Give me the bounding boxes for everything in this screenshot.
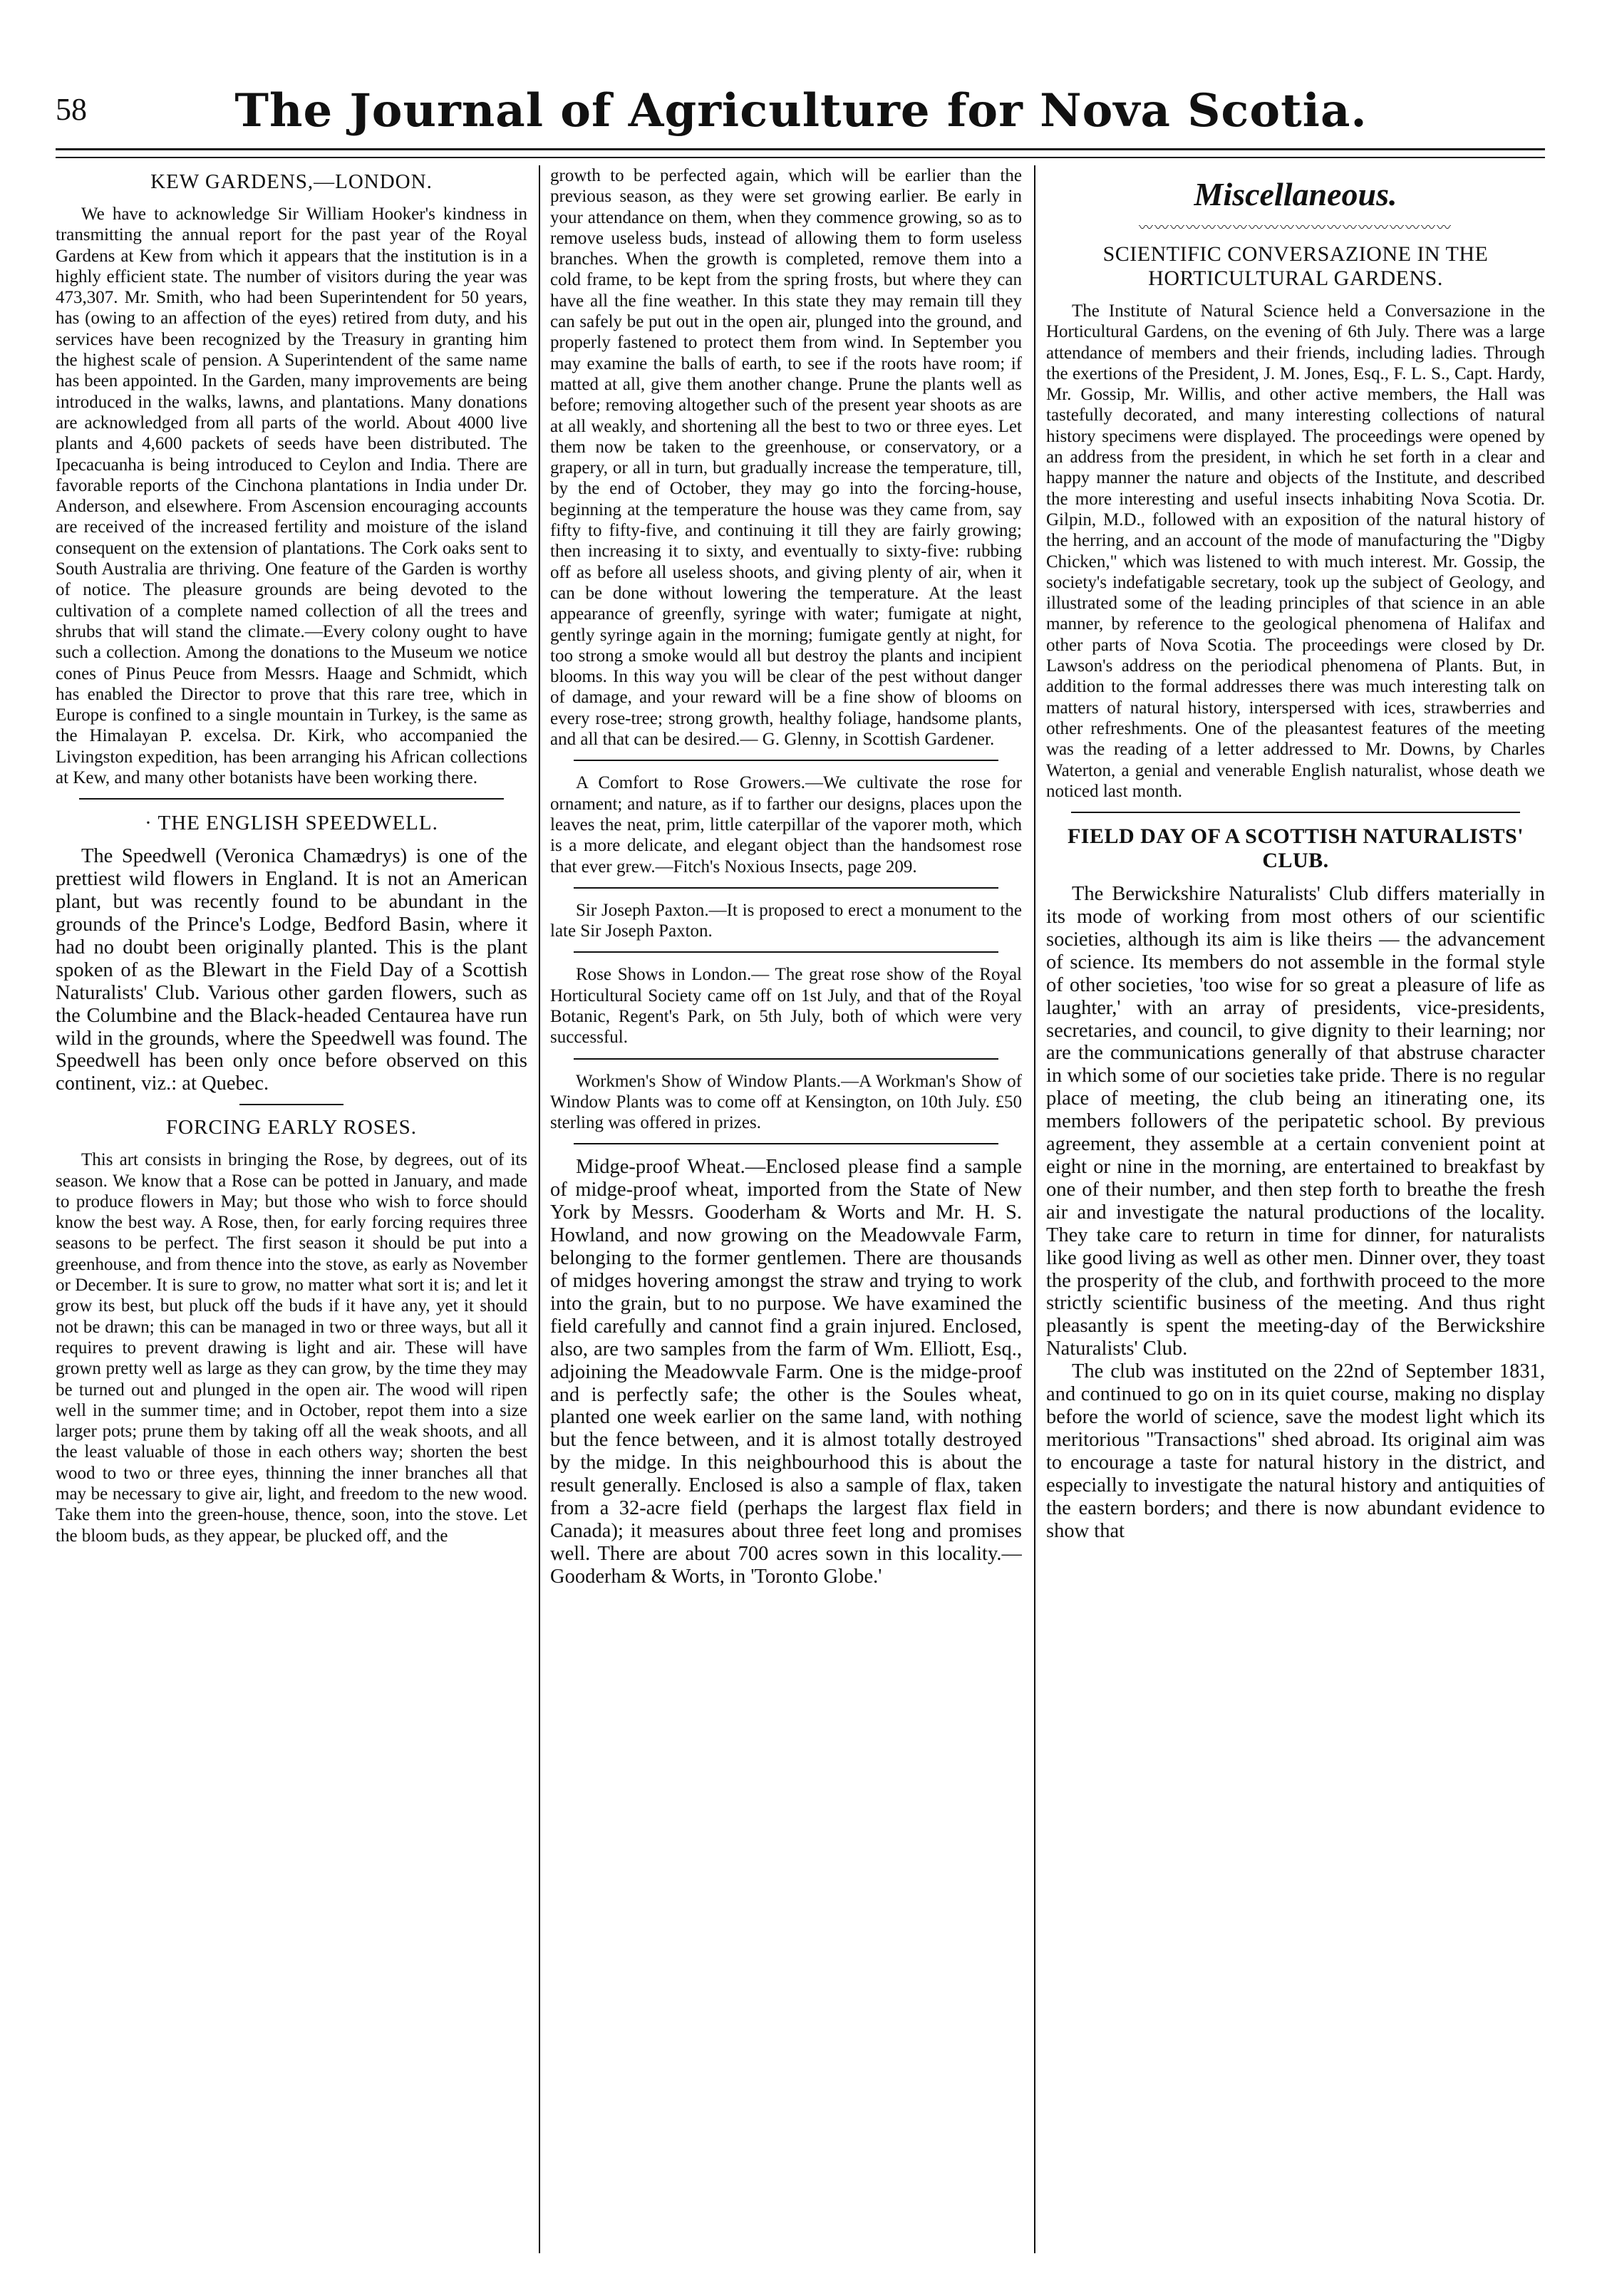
- field-day-paragraph: The Berwickshire Naturalists' Club differs materially in its mode of working from most others of our scientific societies, although its aim is like theirs — the advancement of science. Its members do not assemble in the formal style of other societies, 'too wise for so great a pleasure of life as laughter,' with an array of presidents, vice-presidents, secretaries, and council, to give dignity to their learning; nor are the communications generally of that abstruse character in which some of our societies take pride. There is no regular place of meeting, the club being an itinerating one, its members followers of the peripatetic school. By previous agreement, they assemble at a certain convenient point at eight or nine in the morning, are entertained to breakfast by one of their number, and then step forth to breathe the fresh air and investigate the natural productions of the locality. They take care to return in time for dinner, for naturalists like good living as well as other men. Dinner over, they toast the prosperity of the club, and forthwith proceed to the more strictly scientific business of the meeting. And thus right pleasantly is spent the meeting-day of the Berwickshire Naturalists' Club.: [1046, 883, 1545, 1360]
- comfort-note: A Comfort to Rose Growers.—We cultivate the rose for ornament; and nature, as if to farther our designs, places upon the leaves the neat, prim, little caterpillar of the vaporer moth, which is a more delicate, and elegant object than the handsomest rose that ever grew.—Fitch's Noxious Insects, page 209.: [550, 773, 1022, 876]
- workmen-show-note: Workmen's Show of Window Plants.—A Workman's Show of Window Plants was to come off at Kensington, on 10th July. £50 sterling was offered in prizes.: [550, 1071, 1022, 1133]
- field-day-paragraph-2: The club was instituted on the 22nd of September 1831, and continued to go on in its quiet course, making no display before the world of science, save the modest light which its meritorious "Transactions" shed abroad. Its original aim was to encourage a taste for natural history in the district, and especially to investigate the natural history and antiquities of the eastern borders; and there is now abundant evidence to show that: [1046, 1360, 1545, 1542]
- section-divider: [79, 798, 504, 800]
- header-rule: [56, 148, 1545, 150]
- speedwell-paragraph: The Speedwell (Veronica Chamædrys) is one of the prettiest wild flowers in England. It is not an American plant, but was recently found to be abundant in the grounds of the Prince's Lodge, Bedford Basin, where it had no doubt been originally planted. This is the plant spoken of as the Blewart in the Field Day of a Scottish Naturalists' Club. Various other garden flowers, such as the Columbine and the Black-headed Centaurea have run wild in the grounds, where the Speedwell was found. The Speedwell has been only once before observed on this continent, viz.: at Quebec.: [56, 845, 527, 1095]
- roses-heading: FORCING EARLY ROSES.: [166, 1116, 417, 1139]
- column-right: [1046, 165, 1545, 2253]
- rose-shows-note: Rose Shows in London.— The great rose show of the Royal Horticultural Society came off on 1st July, and that of the Royal Botanic, Regent's Park, on 5th July, both of which were very successful.: [550, 965, 1022, 1048]
- paxton-note: Sir Joseph Paxton.—It is proposed to erect a monument to the late Sir Joseph Paxton.: [550, 900, 1022, 941]
- section-divider: [1071, 812, 1520, 813]
- page-number: 58: [56, 92, 87, 127]
- conversazione-heading: SCIENTIFIC CONVERSAZIONE IN THE HORTICULTURAL GARDENS.: [1102, 242, 1489, 290]
- section-divider: [574, 1058, 998, 1060]
- section-divider: [574, 760, 998, 761]
- conversazione-paragraph: The Institute of Natural Science held a Conversazione in the Horticultural Gardens, on the evening of 6th July. There was a large attendance of members and their friends, including ladies. Through the exertions of the President, J. M. Jones, Esq., F. L. S., Capt. Hardy, Mr. Gossip, Mr. Willis, and other active members, the Hall was tastefully decorated, and many interesting collections of natural history specimens were displayed. The proceedings were opened by an address from the president, in which he set forth in a clear and happy manner the nature and objects of the Institute, and described the more interesting and useful insects inhabiting Nova Scotia. Dr. Gilpin, M.D., followed with an exposition of the natural history of the herring, and an account of the mode of manufacturing the "Digby Chicken," which was listened to with much interest. Mr. Gossip, the society's indefatigable secretary, took up the subject of Geology, and illustrated some of the leading principles of that science in an able manner, by reference to the geological phenomena of Halifax and other parts of Nova Scotia. The proceedings were closed by Dr. Lawson's address on the periodical phenomena of Plants. But, in addition to the formal addresses there was much interesting talk on matters of natural history, interspersed with ices, strawberries and other refreshments. One of the pleasantest features of the meeting was the reading of a letter addressed to Mr. Downs, by Charles Waterton, a genial and venerable English naturalist, whose death we noticed last month.: [1046, 301, 1545, 801]
- roses-paragraph-continued: growth to be perfected again, which will be earlier than the previous season, as they were set growing earlier. Be early in your attendance on them, when they commence growing, so as to remove useless buds, instead of allowing them to form useless branches. When the growth is completed, remove them into a cold frame, to be kept from the spring frosts, but where they can have all the fine weather. In this state they may remain till they can safely be put out in the open air, plunged into the ground, and properly fastened to protect them from wind. In September you may examine the balls of earth, to see if the roots have room; if matted at all, give them another change. Prune the plants well as before; removing altogether such of the present year shoots as are at all weakly, and shortening all the best to two or three eyes. Let them now be taken to the greenhouse, or conservatory, or a grapery, or all in turn, but gradually increase the temperature, till, by the end of October, they may go into the forcing-house, beginning at the temperature the house was they came from, say fifty to fifty-five, and continuing it till they are fairly growing; then increasing it to sixty, and eventually to sixty-five: rubbing off as before all useless shoots, and giving plenty of air, when it can be done without lowering the temperature. At the least appearance of greenfly, syringe with water; fumigate at night, gently syringe again in the morning; fumigate gently at night, for too strong a smoke would all but destroy the plants and incipient blooms. In this way you will be clear of the pest without danger of damage, and your reward will be a fine show of blooms on every rose-tree; strong growth, healthy foliage, handsome plants, and all that can be desired.— G. Glenny, in Scottish Gardener.: [550, 166, 1022, 750]
- column-left: [56, 165, 527, 2253]
- midge-proof-wheat-note: Midge-proof Wheat.—Enclosed please find a sample of midge-proof wheat, imported from the State of New York by Messrs. Gooderham & Worts and Mr. H. S. Howland, and now growing on the Meadowvale Farm, belonging to the former gentlemen. There are thousands of midges hovering amongst the straw and trying to work into the grain, but to no purpose. We have examined the field carefully and cannot find a grain injured. Enclosed, also, are two samples from the farm of Wm. Elliott, Esq., adjoining the Meadowvale Farm. One is the midge-proof and is perfectly safe; the other is the Soules wheat, planted one week earlier on the same land, with nothing but the fence between, and it is almost totally destroyed by the midge. In this neighbourhood this is about the result generally. Enclosed is also a sample of flax, taken from a 32-acre field (perhaps the largest flax field in Canada); it measures about three feet long and promises well. There are about 700 acres sown in this locality.—Gooderham & Worts, in 'Toronto Globe.': [550, 1156, 1022, 1588]
- column-middle: [550, 165, 1022, 2253]
- section-divider: [574, 1143, 998, 1144]
- ornamental-rule: 〰〰〰〰〰〰〰〰〰〰〰〰〰〰〰〰〰〰〰〰: [1139, 220, 1452, 236]
- section-divider: [574, 951, 998, 953]
- section-divider: [574, 887, 998, 889]
- miscellaneous-heading: Miscellaneous.: [1194, 176, 1397, 212]
- speedwell-heading: · THE ENGLISH SPEEDWELL.: [145, 812, 438, 835]
- column-divider: [539, 165, 540, 2253]
- column-divider: [1034, 165, 1035, 2253]
- header-rule-thin: [56, 157, 1545, 158]
- journal-title: The Journal of Agriculture for Nova Scotia.: [234, 84, 1368, 138]
- field-day-heading: FIELD DAY OF A SCOTTISH NATURALISTS' CLUB.: [1067, 824, 1524, 873]
- roses-paragraph: This art consists in bringing the Rose, by degrees, out of its season. We know that a Rose can be potted in January, and made to produce flowers in May; but those who wish to force should know the best way. A Rose, then, for early forcing requires three seasons to be perfect. The first season it should be put into a greenhouse, and from thence into the stove, as early as November or December. It is sure to grow, no matter what sort it is; and let it grow its best, but pluck off the buds if it have any, yet it should not be drawn; this can be managed in two or three ways, but all it requires to prevent drawing is light and air. These will have grown pretty well as large as they can grow, by the time they may be turned out and plunged in the open air. The wood will ripen well in the summer time; and in October, repot them into a size larger pots; prune them by taking off all the weak shoots, and all the least valuable of those in each others way; shorten the best wood to two or three eyes, thinning the inner branches all that may be necessary to give air, light, and freedom to the new wood. Take them into the green-house, thence, soon, into the stove. Let the bloom buds, as they appear, be plucked off, and the: [56, 1150, 527, 1546]
- kew-heading: KEW GARDENS,—LONDON.: [150, 170, 433, 193]
- section-divider: [239, 1104, 343, 1105]
- kew-paragraph: We have to acknowledge Sir William Hooker's kindness in transmitting the annual report for the past year of the Royal Gardens at Kew from which it appears that the institution is in a highly efficient state. The number of visitors during the year was 473,307. Mr. Smith, who had been Superintendent for 50 years, has (owing to an affection of the eyes) retired from duty, and his services have been recognized by the Treasury in granting him the highest scale of pension. A Superintendent of the same name has been appointed. In the Garden, many improvements are being introduced in the walks, lawns, and plantations. Many donations are acknowledged from all parts of the world. About 4000 live plants and 4,600 packets of seeds have been distributed. The Ipecacuanha is being introduced to Ceylon and India. There are favorable reports of the Cinchona plantations in India under Dr. Anderson, and elsewhere. From Ascension encouraging accounts are received of the increased fertility and moisture of the island consequent on the extension of plantations. The Cork oaks sent to South Australia are thriving. One feature of the Garden is worthy of notice. The pleasure grounds are being devoted to the cultivation of a complete named collection of all the trees and shrubs that will stand the climate.—Every colony ought to have such a collection. Among the donations to the Museum we notice cones of Pinus Peuce from Messrs. Haage and Schmidt, which has enabled the Director to prove that this rare tree, which in Europe is confined to a single mountain in Turkey, is the same as the Himalayan P. excelsa. Dr. Kirk, who accompanied the Livingston expedition, has been arranging his African collections at Kew, and many other botanists have been working there.: [56, 205, 527, 788]
